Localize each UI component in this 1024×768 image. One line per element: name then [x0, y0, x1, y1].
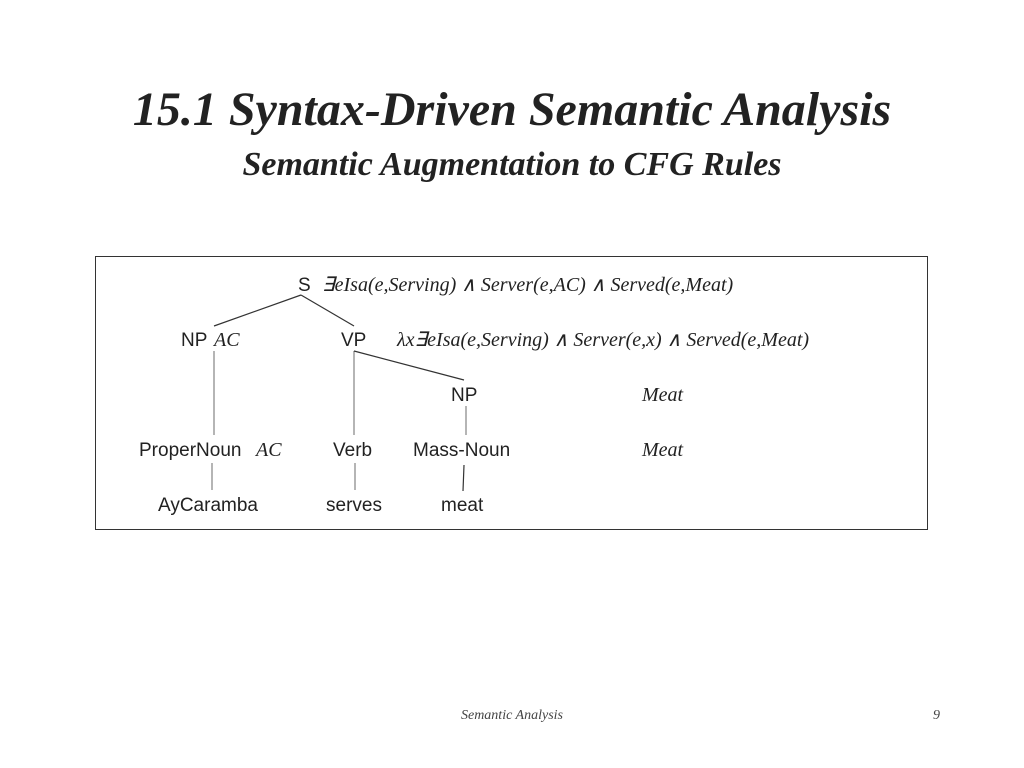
parse-tree-svg	[96, 257, 929, 531]
page-number: 9	[933, 708, 940, 723]
edge-s-vp	[301, 295, 354, 326]
word-meat: meat	[441, 495, 484, 516]
node-propernoun: ProperNoun	[139, 440, 242, 461]
edge-massnoun-word	[463, 465, 464, 491]
edge-s-np	[214, 295, 301, 326]
node-np-object: NP	[451, 385, 478, 406]
node-massnoun: Mass-Noun	[413, 440, 511, 461]
sem-massnoun: Meat	[642, 439, 684, 461]
word-serves: serves	[326, 495, 382, 516]
word-aycaramba: AyCaramba	[158, 495, 258, 516]
sem-s: ∃eIsa(e,Serving) ∧ Server(e,AC) ∧ Served(e,Meat)	[322, 274, 734, 296]
sem-np: AC	[214, 329, 240, 351]
slide-title: 15.1 Syntax-Driven Semantic Analysis	[132, 83, 892, 136]
node-s: S	[298, 275, 311, 296]
node-vp: VP	[341, 330, 367, 351]
sem-np-object: Meat	[642, 384, 684, 406]
sem-vp: λx∃eIsa(e,Serving) ∧ Server(e,x) ∧ Served(e,Meat)	[397, 329, 810, 351]
edge-vp-np	[354, 351, 464, 380]
slide-subtitle: Semantic Augmentation to CFG Rules	[242, 146, 782, 183]
node-np: NP	[181, 330, 208, 351]
sem-propernoun: AC	[256, 439, 282, 461]
footer-label: Semantic Analysis	[460, 708, 563, 723]
parse-tree-figure	[95, 256, 928, 530]
node-verb: Verb	[333, 440, 373, 461]
